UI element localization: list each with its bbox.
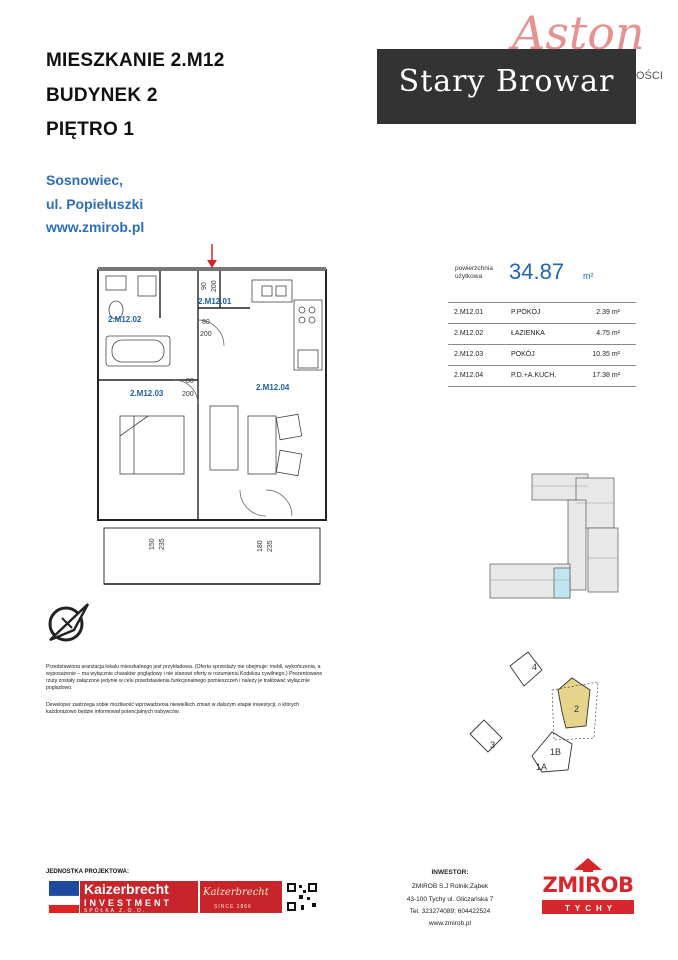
- balcony: [104, 528, 320, 584]
- window-dim: 150: [149, 538, 156, 550]
- room-row: 2.M12.03 POKÓJ 10.35 m²: [448, 344, 636, 365]
- building-title: BUDYNEK 2: [46, 85, 158, 106]
- site-label: 1B: [550, 747, 562, 757]
- room-row: 2.M12.01 P.POKÓJ 2.39 m²: [448, 302, 636, 323]
- room-row: 2.M12.04 P.D.+A.KUCH. 17.38 m²: [448, 365, 636, 387]
- rooms-table: [448, 302, 636, 387]
- design-unit-label: JEDNOSTKA PROJEKTOWA:: [46, 869, 130, 875]
- investor-name: ZMIROB S.J Rolnik;Ząbek: [411, 883, 489, 890]
- door-dim: 200: [211, 280, 218, 292]
- north-compass-icon: [44, 600, 94, 646]
- entrance-arrow-icon: [207, 244, 217, 268]
- door-dim: 200: [182, 391, 194, 398]
- site-label: 4: [532, 662, 538, 672]
- wall-hatch: [98, 267, 326, 271]
- door-dim: 90: [201, 282, 208, 290]
- room-label-02: 2.M12.02: [108, 315, 142, 324]
- doors: [174, 320, 292, 516]
- aston-watermark-suffix: OŚCI: [636, 70, 663, 82]
- investor-website[interactable]: www.zmirob.pl: [429, 920, 471, 927]
- eu-flag-icon: [49, 881, 79, 913]
- door-dim: 200: [200, 331, 212, 338]
- kitchen-fixtures: [252, 280, 322, 370]
- bed: [120, 416, 184, 474]
- area-label: powierzchnia użytkowa: [455, 265, 493, 280]
- zmirob-logo-sub: TYCHY: [565, 904, 618, 913]
- door-dim: 80: [186, 378, 194, 385]
- building-2-highlight: [558, 678, 590, 728]
- room-label-01: 2.M12.01: [198, 297, 232, 306]
- living-furniture: [210, 406, 302, 476]
- qr-code-icon[interactable]: [285, 881, 319, 913]
- disclaimer-paragraph: Przedstawiona aranżacja lokalu mieszkalnego jest przykładowa. (Oferta sprzedaży nie obejmuje: mebli, wykończenia, a wyposażenie – ma wyłącznie charakter poglądowy i nie stanowi oferty w rozumieniu Kodeksu cywilnego.) Prezentowane rzuty zostały załączone jedynie w celu przedstawienia funkcjonalnego pomieszczeń i należy je traktować wyłącznie poglądowo.: [46, 664, 323, 691]
- address-city: Sosnowiec,: [46, 172, 124, 188]
- disclaimer-paragraph: Deweloper zastrzega sobie możliwość wprowadzenia niewielkich zmian w dalszym etapie inwestycji, o których każdorazowo będzie informował potencjalnych nabywców.: [46, 702, 300, 715]
- area-unit: m²: [583, 271, 594, 281]
- floor-plan: [90, 240, 340, 600]
- address-street: ul. Popiełuszki: [46, 196, 144, 212]
- unit-highlight: [554, 568, 570, 598]
- area-value: 34.87: [509, 259, 565, 284]
- apartment-title: MIESZKANIE 2.M12: [46, 50, 225, 71]
- room-label-04: 2.M12.04: [256, 383, 290, 392]
- site-label: 1A: [536, 762, 548, 772]
- building-floor-key-plan: [484, 468, 634, 608]
- window-dim: 235: [267, 540, 274, 552]
- window-dim: 235: [159, 538, 166, 550]
- investor-phone: Tel. 323274089; 604422524: [409, 908, 491, 915]
- stary-browar-logo: Stary Browar: [398, 64, 615, 99]
- aston-watermark: Aston: [512, 6, 645, 60]
- address-web[interactable]: www.zmirob.pl: [46, 219, 145, 235]
- site-label: 3: [490, 740, 496, 750]
- room-row: 2.M12.02 ŁAZIENKA 4.75 m²: [448, 323, 636, 344]
- room-label-03: 2.M12.03: [130, 389, 164, 398]
- site-label: 2: [574, 704, 580, 714]
- investor-label: INWESTOR:: [431, 869, 469, 876]
- floor-title: PIĘTRO 1: [46, 119, 135, 140]
- door-dim: 80: [202, 319, 210, 326]
- investor-address: 43-100 Tychy ul. Gliczańska 7: [406, 896, 494, 903]
- site-plan: [462, 646, 638, 776]
- window-dim: 180: [257, 540, 264, 552]
- zmirob-logo-text: ZMIROB: [542, 873, 634, 897]
